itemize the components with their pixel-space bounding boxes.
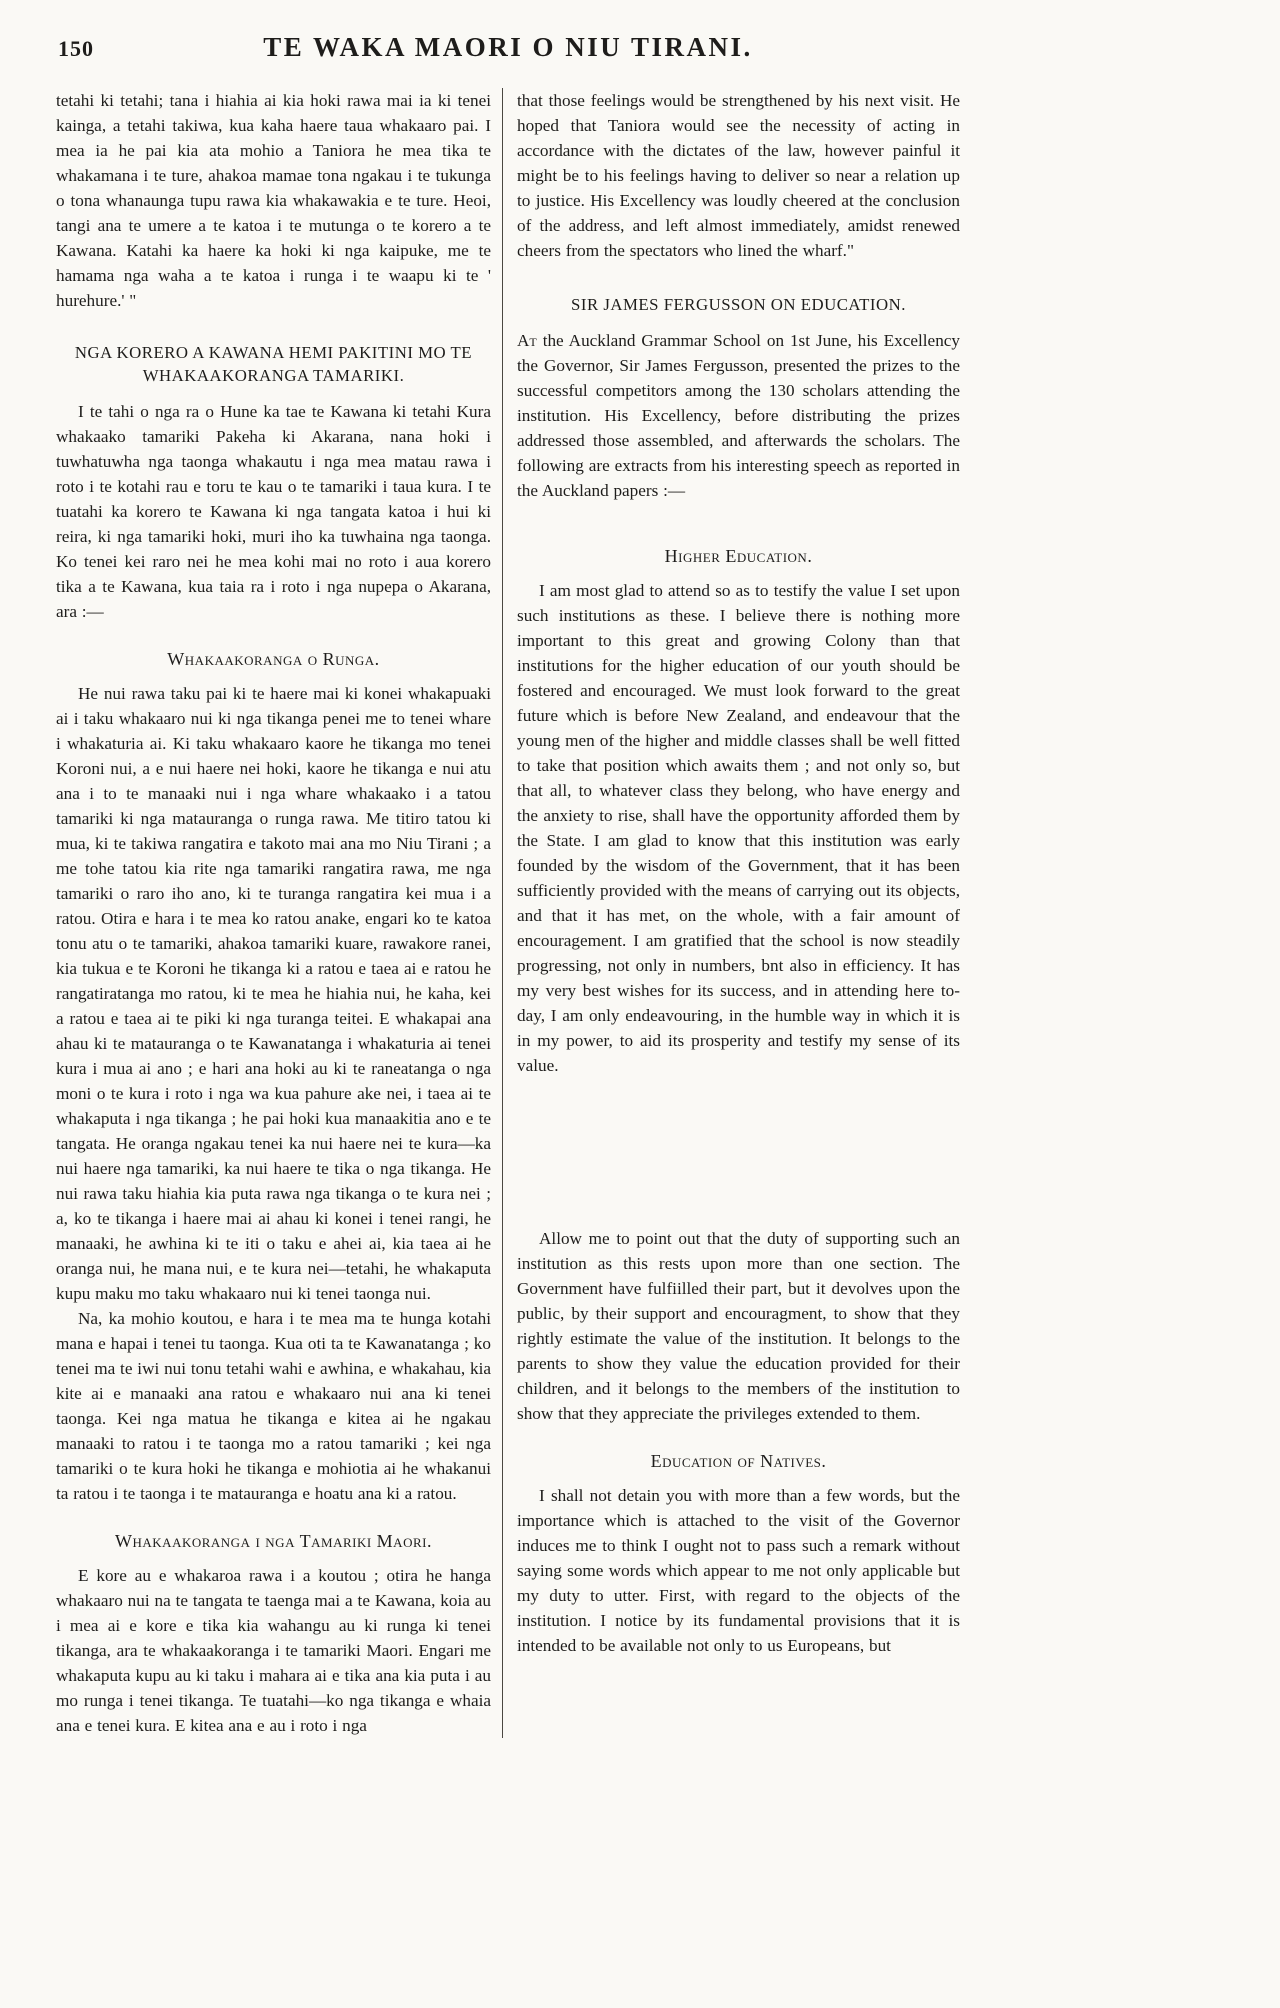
paragraph-text: the Auckland Grammar School on 1st June, his Excellency the Governor, Sir James Fergusson, presented the prizes to the successful competitors among the 130 scholars attending the institution. His Excellency, before distributing the prizes addressed those assembled, and afterwards the scholars. The following are extracts from his interesting speech as reported in the Auckland papers :—: [517, 331, 961, 500]
masthead: [56, 28, 960, 82]
columns: [56, 88, 960, 1738]
paragraph: I te tahi o nga ra o Hune ka tae te Kawana ki tetahi Kura whakaako tamariki Pakeha ki Akarana, nana hoki i tuwhatuwha nga taonga whakautu i nga mea matau rawa i roto i te kotahi rau e toru te kau o te tamariki i taua kura. I te tuatahi ka korero te Kawana ki nga tangata katoa i hui ki reira, ki nga tamariki hoki, muri iho ka tuwhaina nga taonga. Ko tenei kei raro nei he mea kohi mai no roto i aua korero tika a te Kawana, kua taia ra i roto i nga nupepa o Akarana, ara :—: [56, 402, 491, 621]
subheading-higher-education: Higher Education.: [664, 546, 813, 566]
paragraph-continuation: that those feelings would be strengthened by his next visit. He hoped that Taniora would see the necessity of acting in accordance with the dictates of the law, however painful it might be to his feelings having to deliver so near a relation up to justice. His Excellency was loudly cheered at the conclusion of the address, and left almost immediately, amidst renewed cheers from the spectators who lined the wharf.": [517, 91, 960, 260]
page-number: 150: [58, 36, 94, 61]
paragraph: I am most glad to attend so as to testify the value I set upon such institutions as these. I believe there is nothing more important to this great and growing Colony than that institutions for the higher education of our youth should be fostered and encouraged. We must look forward to the great future which is before New Zealand, and endeavour that the young men of the higher and middle classes shall be well fitted to take that position which awaits them ; and not only so, but that all, to whatever class they belong, who have energy and the anxiety to rise, shall have the opportunity afforded them by the State. I am glad to know that this institution was early founded by the wisdom of the Government, that it has been sufficiently provided with the means of carrying out its objects, and that it has met, on the whole, with a fair amount of encouragement. I am gratified that the school is now steadily progressing, not only in numbers, bnt also in efficiency. It has my very best wishes for its success, and in attending here to-day, I am only endeavouring, in the humble way in which it is in my power, to aid its prosperity and testify my sense of its value.: [517, 581, 960, 1075]
paragraph: Na, ka mohio koutou, e hara i te mea ma te hunga kotahi mana e hapai i tenei tu taonga. Kua oti ta te Kawanatanga ; ko tenei ma te iwi nui tonu tetahi wahi e awhina, e whakahau, kia kite ai e manaaki ana ratou e whakaaro nui ana ki tenei taonga. Kei nga matua he tikanga e kitea ai he ngakau manaaki to ratou i te taonga mo a ratou tamariki ; kei nga tamariki o te kura hoki he tikanga e mohiotia ai he whakanui ta ratou i te taonga i te matauranga e hoatu ana ki a ratou.: [56, 1309, 491, 1503]
left-column: [56, 88, 502, 1738]
paragraph: [517, 328, 960, 503]
subheading-whakaakoranga-tamariki-maori: Whakaakoranga i nga Tamariki Maori.: [115, 1531, 432, 1551]
subheading-whakaakoranga-o-runga: Whakaakoranga o Runga.: [167, 649, 380, 669]
page-content: [56, 28, 960, 1738]
section-heading-fergusson-education: SIR JAMES FERGUSSON ON EDUCATION.: [571, 295, 906, 314]
column-spacer: [517, 1078, 960, 1226]
right-column: [503, 88, 960, 1738]
subheading-education-of-natives: Education of Natives.: [650, 1451, 827, 1471]
paragraph-continuation: tetahi ki tetahi; tana i hiahia ai kia hoki rawa mai ia ki tenei kainga, a tetahi takiwa, kua kaha haere taua whakaaro pai. I mea ia he pai kia ata mohio a Taniora he mea tika te whakamana i te ture, ahakoa mamae tona ngakau i te tukunga o tona whanaunga tupu rawa kia whakawakia e te ture. Heoi, tangi ana te umere a te katoa i te mutunga o te korero a te Kawana. Katahi ka haere ka hoki ki nga kaipuke, me te hamama nga waha a te katoa i runga i te waapu ki te ' hurehure.' ": [56, 91, 491, 310]
paper-title: TE WAKA MAORI O NIU TIRANI.: [263, 32, 753, 62]
paragraph: He nui rawa taku pai ki te haere mai ki konei whakapuaki ai i taku whakaaro nui ki nga tikanga penei me to tenei whare i whakaturia ai. Ki taku whakaaro kaore he tikanga mo tenei Koroni nui, a e nui haere nei hoki, kaore he tikanga e nui atu ana i to te manaaki nui i nga whare whakaako i a tatou tamariki ki nga matauranga o runga rawa. Me titiro tatou ki mua, ki te takiwa rangatira e takoto mai ana mo Niu Tirani ; a me tohe tatou kia rite nga tamariki rangatira rawa, me nga tamariki o raro iho ano, ki te turanga rangatira kei mua i a ratou. Otira e hara i te mea ko ratou anake, engari ko te katoa tonu atu o te tamariki, ahakoa tamariki kuare, rawakore ranei, kia tukua e te Koroni he tikanga ki a ratou e taea ai e ratou he rangatiratanga mo ratou, ki te mea he hiahia nui, he kaha, kei a ratou e taea ai te piki ki nga turanga teitei. E whakapai ana ahau ki te matauranga o te Kawanatanga i whakaturia ai tenei kura i mua ai ano ; e hari ana hoki au ki te raneatanga o nga moni o te kura i roto i nga wa kua pahure ake nei, i taea ai te whakaputa i nga tikanga ; he pai hoki kua manaakitia ano e te tangata. He oranga ngakau tenei ka nui haere nei te kura—ka nui haere nga tamariki, ka nui haere te tika o nga tikanga. He nui rawa taku hiahia kia puta rawa nga tikanga o te kura nei ; a, ko te tikanga i haere mai ai ahau ki konei i tenei rangi, he manaaki, he awhina ki te iti o taku e ahei ai, kia taea ai he oranga nui, he mana nui, e te kura nei—tetahi, he whakaputa kupu maku mo taku whakaaro nui ki tenei taonga nui.: [56, 684, 491, 1303]
paragraph: E kore au e whakaroa rawa i a koutou ; otira he hanga whakaaro nui na te tangata te taenga mai a te Kawana, koia au i mea ai e kore e tika kia wahangu au ki runga ki tenei tikanga, ara te whakaakoranga i te tamariki Maori. Engari me whakaputa kupu au ki taku i mahara ai e tika ana kia puta i au mo runga i tenei tikanga. Te tuatahi—ko nga tikanga e whaia ana e tenei kura. E kitea ana e au i roto i nga: [56, 1566, 491, 1735]
section-heading-nga-korero: NGA KORERO A KAWANA HEMI PAKITINI MO TE WHAKAAKORANGA TAMARIKI.: [74, 343, 473, 385]
leading-smallcaps-word: At: [517, 331, 537, 350]
paragraph: I shall not detain you with more than a few words, but the importance which is attached to the visit of the Governor induces me to think I ought not to pass such a remark without saying some words which appear to me not only applicable but my duty to utter. First, with regard to the objects of the institution. I notice by its fundamental provisions that it is intended to be available not only to us Europeans, but: [517, 1486, 960, 1655]
paragraph: Allow me to point out that the duty of supporting such an institution as this rests upon more than one section. The Government have fulfiilled their part, but it devolves upon the public, by their support and encouragment, to show that they rightly estimate the value of the institution. It belongs to the parents to show they value the education provided for their children, and it belongs to the members of the institution to show that they appreciate the privileges extended to them.: [517, 1229, 960, 1423]
